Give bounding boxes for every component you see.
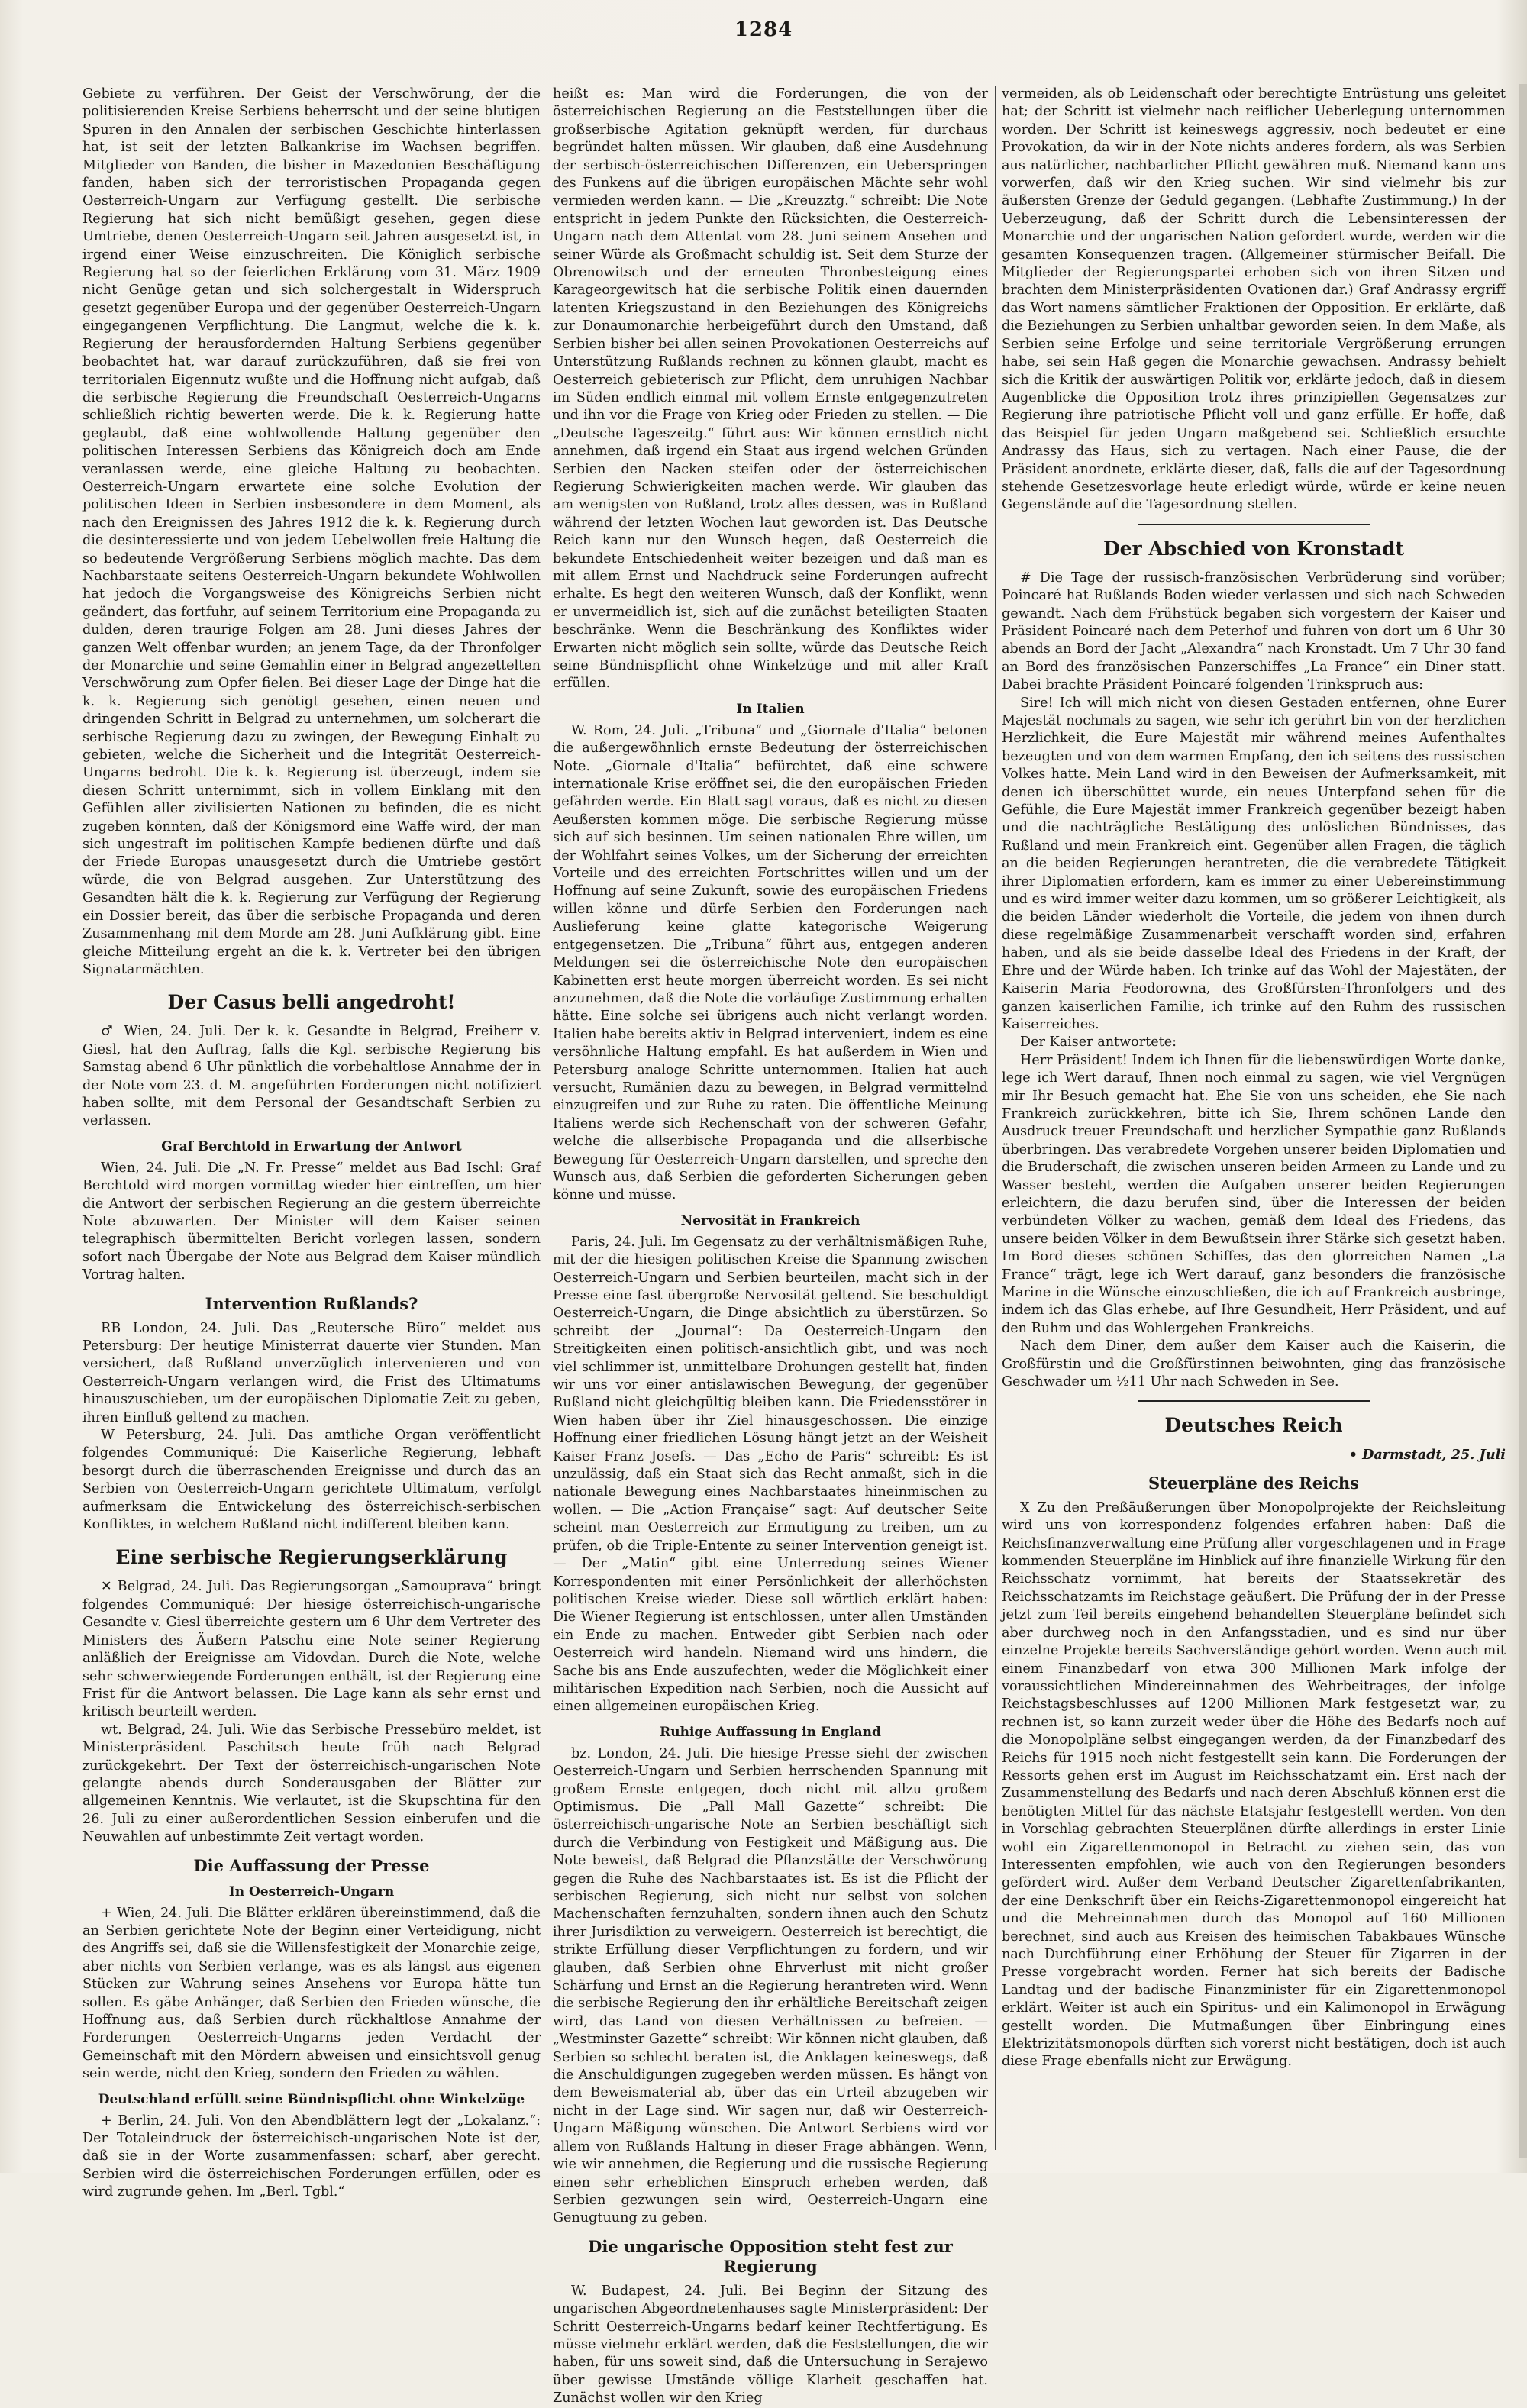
article-text: Sire! Ich will mich nicht von diesen Gestaden entfernen, ohne Eurer Majestät nochmals zu sagen, wie sehr ich gerührt bin von der herzlichen Herzlichkeit, die Eure Majestät mir während meines Aufenthaltes bezeugten und von dem warmen Empfang, den ich seitens des russischen Volkes hatte. Mein Land wird in den Beweisen der Aufmerksamkeit, mit denen ich überschüttet wurde, ein neues Unterpfand sehen für die Gefühle, die Eure Majestät immer Frankreich gegenüber bezeigt haben und die nachträgliche Bestätigung des unlöslichen Bündnisses, das Rußland und mein Frankreich eint. Gegenüber allen Fragen, die täglich an die beiden Regierungen herantreten, die die verabredete Tätigkeit ihrer Diplomatien erfordern, kam es immer zu einer Uebereinstimmung und es wird immer weiter dazu kommen, um so größerer Leichtigkeit, als die beiden Länder wiederholt die Vorteile, die jedem von ihnen durch diese regelmäßige Zusammenarbeit verschafft worden sind, erfahren haben, und als sie beide dasselbe Ideal des Friedens in der Kraft, der Ehre und der Würde haben. Ich trinke auf das Wohl der Majestäten, der Kaiserin Maria Feodorowna, des Großfürsten-Thronfolgers und des ganzen kaiserlichen Familie, ich trinke auf den Ruhm des russischen Kaiserreiches. xyxy=(1002,695,1506,1032)
article-text: X Zu den Preßäußerungen über Monopolprojekte der Reichsleitung wird uns von korrespondenz folgendes erfahren haben: Daß die Reichsfinanzverwaltung eine Prüfung aller vorgeschlagenen und in Frage kommenden Steuerpläne im Hinblick auf ihre finanzielle Wirkung für den Reichsschatz vornimmt, hat bereits der Staatssekretär des Reichsschatzamts im Reichstage geäußert. Die Prüfung der in der Presse jetzt zum Teil bereits eingehend behandelten Steuerpläne befindet sich aber durchweg noch in den Anfangsstadien, und es sind nur über einzelne Projekte bereits Sachverständige gehört worden. Wenn auch mit einem Finanzbedarf von etwa 300 Millionen Mark infolge der voraussichtlichen Mindereinnahmen des Wehrbeitrages, der infolge Reichstagsbeschlusses auf 1200 Millionen Mark festgesetzt war, zu rechnen ist, so kann zurzeit weder über die Höhe des Bedarfs noch auf die Monopolpläne selbst eingegangen werden, da der Finanzbedarf des Reichs für 1915 noch nicht festgestellt sein kann. Die Forderungen der Ressorts gehen erst im August im Reichsschatzamt ein. Erst nach der Zusammenstellung des Bedarfs und nach deren Abschluß können erst die benötigten Mittel für das nächste Etatsjahr festgestellt werden. Von den in Vorschlag gebrachten Steuerplänen dürfte allerdings in erster Linie wohl ein Zigarettenmonopol in Betracht zu ziehen sein, das von Interessenten empfohlen, wie auch von den Regierungen besonders gefördert wird. Außer dem Verband Deutscher Zigarettenfabrikanten, der eine Denkschrift über ein Reichs-Zigarettenmonopol eingereicht hat und die Mehreinnahmen durch das Monopol auf 160 Millionen berechnet, sind auch aus Kreisen des heimischen Tabakbaues Wünsche nach Durchführung einer Erhöhung der Steuer für Zigarren in der Presse vorgebracht worden. Ferner hat sich bereits der Badische Landtag und der badische Finanzminister für ein Zigarettenmonopol erklärt. Weiter ist auch ein Spiritus- und ein Kalimonopol in Erwägung gestellt worden. Die Mutmaßungen über Einbringung eines Elektrizitätsmonopols dürften sich vorerst nicht bestätigen, doch ist auch diese Frage ebenfalls nicht zur Erwägung. xyxy=(1002,1499,1506,2070)
headline-steuerplaene: Steuerpläne des Reichs xyxy=(1148,1473,1359,1493)
dateline: • Darmstadt, 25. Juli xyxy=(1348,1447,1506,1464)
headline-deutsches-reich: Deutsches Reich xyxy=(1164,1414,1343,1437)
column-1 xyxy=(82,86,541,2200)
article-text: ✕ Belgrad, 24. Juli. Das Regierungsorgan „Samouprava“ bringt folgendes Communiqué: Der hiesige österreichisch-ungarische Gesandte v. Giesl überreichte gestern um 6 Uhr dem Vertreter des Ministers des Äußern Patschu eine Note seiner Regierung anläßlich der Ereignisse am Vidovdan. Durch die Note, welche sehr schwerwiegende Forderungen enthält, ist der Regierung eine Frist für die Antwort belassen. Die Lage kann als sehr ernst und kritisch beurteilt werden. xyxy=(82,1579,541,1720)
article-text: vermeiden, als ob Leidenschaft oder berechtigte Entrüstung uns geleitet hat; der Schritt ist vielmehr nach reiflicher Ueberlegung unternommen worden. Der Schritt ist keineswegs aggressiv, noch bedeutet er eine Provokation, da wir in der Note nichts anderes fordern, als was Serbien aus natürlicher, nachbarlicher Pflicht gewähren muß. Niemand kann uns vorwerfen, daß wir den Krieg suchen. Wir sind vielmehr bis zur äußersten Grenze der Geduld gegangen. (Lebhafte Zustimmung.) In der Ueberzeugung, daß der Schritt durch die Lebensinteressen der Monarchie und der ungarischen Nation gefordert wurde, werden wir die gesamten Konsequenzen tragen. (Allgemeiner stürmischer Beifall. Die Mitglieder der Regierungspartei erhoben sich von ihren Sitzen und brachten dem Ministerpräsidenten Ovationen dar.) Graf Andrassy ergriff das Wort namens sämtlicher Fraktionen der Opposition. Er erklärte, daß die Beziehungen zu Serbien unhaltbar geworden seien. In dem Maße, als Serbien seine Erfolge und seine territoriale Vergrößerung errungen habe, sei sein Haß gegen die Monarchie gewachsen. Andrassy behielt sich die Kritik der auswärtigen Politik vor, erklärte jedoch, daß in diesem Augenblicke die Opposition trotz ihres prinzipiellen Gegensatzes zur Regierung ihre patriotische Pflicht voll und ganz erfülle. Er hoffe, daß das Beispiel für jeden Ungarn maßgebend sei. Schließlich ersuchte Andrassy das Haus, sich zu vertagen. Nach einer Pause, die der Präsident anordnete, erklärte dieser, daß, falls die auf der Tagesordnung stehende Gesetzesvorlage heute erledigt würde, würde er keine neuen Gegenstände auf die Tagesordnung stellen. xyxy=(1002,86,1506,513)
article-text: + Wien, 24. Juli. Die Blätter erklären übereinstimmend, daß die an Serbien gerichtete Note der Beginn einer Verteidigung, nicht des Angriffs sei, daß sie die Willensfestigkeit der Monarchie zeige, aber nichts von Serbien verlange, was es als längst aus eigenen Stücken zur Wahrung seines Ansehens vor Europa hätte tun sollen. Es gäbe Anhänger, daß Serbien den Frieden wünsche, die Hoffnung aus, daß Serbien durch rückhaltlose Annahme der Forderungen Oesterreich-Ungarns jeden Verdacht der Gemeinschaft mit den Mördern abweisen und einsichtsvoll genug sein werde, nicht den Krieg, sondern den Frieden zu wählen. xyxy=(82,1905,541,2082)
subheadline-deutschland-buendnispflicht: Deutschland erfüllt seine Bündnispflicht ohne Winkelzüge xyxy=(98,2091,525,2107)
article-text: # Die Tage der russisch-französischen Verbrüderung sind vorüber; Poincaré hat Rußlands Boden wieder verlassen und sich nach Schweden gewandt. Nach dem Frühstück begaben sich vorgestern der Kaiser und Präsident Poincaré nach dem Peterhof und fuhren von dort um 6 Uhr 30 abends an Bord der Jacht „Alexandra“ nach Kronstadt. Um 7 Uhr 30 fand an Bord des französischen Panzerschiffes „La France“ ein Diner statt. Dabei brachte Präsident Poincaré folgenden Trinkspruch aus: xyxy=(1002,570,1506,693)
article-text: W. Budapest, 24. Juli. Bei Beginn der Sitzung des ungarischen Abgeordnetenhauses sagte Ministerpräsident: Der Schritt Oesterreich-Ungarns bedarf keiner Rechtfertigung. Es müsse vielmehr erklärt werden, daß die Feststellungen, die wir haben, für uns soweit sind, daß die Untersuchung in Serajewo über gewisse Umstände völlige Klarheit geschaffen hat. Zunächst wollen wir den Krieg xyxy=(553,2283,988,2406)
headline-abschied-kronstadt: Der Abschied von Kronstadt xyxy=(1102,537,1405,560)
article-text: Gebiete zu verführen. Der Geist der Verschwörung, der die politisierenden Kreise Serbiens beherrscht und der seine blutigen Spuren in den Annalen der serbischen Geschichte hinterlassen hat, ist seit der letzten Balkankrise im Wachsen begriffen. Mitglieder von Banden, die bisher in Mazedonien Beschäftigung fanden, haben sich der terroristischen Propaganda gegen Oesterreich-Ungarn zur Verfügung gestellt. Die serbische Regierung hat sich nicht bemüßigt gesehen, gegen diese Umtriebe, denen Oesterreich-Ungarn seit Jahren ausgesetzt ist, in irgend einer Weise einzuschreiten. Die Königlich serbische Regierung hat so der feierlichen Erklärung vom 31. März 1909 nicht Genüge getan und sich solchergestalt in Widerspruch gesetzt gegenüber Europa und der gegenüber Oesterreich-Ungarn eingegangenen Verpflichtung. Die Langmut, welche die k. k. Regierung der herausfordernden Haltung Serbiens gegenüber beobachtet hat, war darauf zurückzuführen, daß sie frei von territorialen Eigennutz wußte und die Hoffnung nicht aufgab, daß die serbische Regierung die Freundschaft Oesterreich-Ungarns schließlich richtig bewerten werde. Die k. k. Regierung hatte geglaubt, daß eine wohlwollende Haltung gegenüber den politischen Interessen Serbiens das Königreich doch am Ende veranlassen werde, eine gleiche Haltung zu beobachten. Oesterreich-Ungarn erwartete eine solche Evolution der politischen Ideen in Serbien insbesondere in dem Moment, als nach den Ereignissen des Jahres 1912 die k. k. Regierung durch die desinteressierte und von jedem Uebelwollen freie Haltung die so bedeutende Vergrößerung Serbiens möglich machte. Das dem Nachbarstaate seitens Oesterreich-Ungarn bekundete Wohlwollen hat jedoch die Vorgangsweise des Königreichs Serbien nicht geändert, das fortfuhr, auf seinem Territorium eine Propaganda zu dulden, deren traurige Folgen am 28. Juni dieses Jahres der ganzen Welt offenbar wurden; an jenem Tage, da der Thronfolger der Monarchie und seine Gemahlin einer in Belgrad angezettelten Verschwörung zum Opfer fielen. Bei dieser Lage der Dinge hat die k. k. Regierung sich genötigt gesehen, einen neuen und dringenden Schritt in Belgrad zu unternehmen, um solcherart die serbische Regierung dazu zu zwingen, der Bewegung Einhalt zu gebieten, welche die Sicherheit und die Integrität Oesterreich-Ungarns bedroht. Die k. k. Regierung ist überzeugt, indem sie diesen Schritt unternimmt, sich in vollem Einklang mit den Gefühlen aller zivilisierten Nationen zu befinden, die es nicht zugeben könnten, daß der Königsmord eine Waffe wird, der man sich ungestraft im politischen Kampfe bedienen dürfte und daß der Friede Europas unausgesetzt durch die Umtriebe gestört würde, die von Belgrad ausgehen. Zur Unterstützung des Gesandten hält die k. k. Regierung zur Verfügung der Regierung ein Dossier bereit, das über die serbische Propaganda und deren Zusammenhang mit dem Morde am 28. Juni Aufklärung gibt. Eine gleiche Mitteilung ergeht an die k. k. Vertreter bei den übrigen Signatarmächten. xyxy=(82,86,541,977)
subheadline-berchtold: Graf Berchtold in Erwartung der Antwort xyxy=(161,1138,462,1154)
headline-auffassung-presse: Die Auffassung der Presse xyxy=(193,1855,430,1875)
article-text: Der Kaiser antwortete: xyxy=(1020,1035,1177,1051)
column-3 xyxy=(1002,86,1506,2158)
column-rule xyxy=(995,86,996,2150)
subheadline-oesterreich-ungarn: In Oesterreich-Ungarn xyxy=(228,1883,395,1900)
article-text: Herr Präsident! Indem ich Ihnen für die liebenswürdigen Worte danke, lege ich Wert darauf, Ihnen noch einmal zu sagen, wie viel Vergnügen mir Ihr Besuch gemacht hat. Ehe Sie von uns scheiden, ehe Sie nach Frankreich zurückkehren, bitte ich Sie, Ihrem schönen Lande den Ausdruck treuer Freundschaft und herzlicher Sympathie ganz Rußlands überbringen. Das verabredete Vorgehen unserer beiden Diplomatien und die Bruderschaft, die zwischen unseren beiden Armeen zu Lande und zu Wasser besteht, werden die Aufgaben unserer beiden Regierungen erleichtern, die dazu berufen sind, über die Interessen der beiden verbündeten Völker zu wachen, gemäß dem Ideal des Friedens, das unsere beiden Völker in dem Bewußtsein ihrer Stärke sich gesetzt haben. Im Bord dieses schönen Schiffes, das den glorreichen Namen „La France“ trägt, lege ich Wert darauf, ganz besonders die französische Marine in die Wünsche einzuschließen, die ich auf Frankreich ausbringe, indem ich das Glas erhebe, auf Ihre Gesundheit, Herr Präsident, und auf den Ruhm und das Wohlergehen Frankreichs. xyxy=(1002,1052,1506,1336)
article-text: wt. Belgrad, 24. Juli. Wie das Serbische Pressebüro meldet, ist Ministerpräsident Paschitsch heute früh nach Belgrad zurückgekehrt. Der Text der österreichisch-ungarischen Note gelangte abends durch Sonderausgaben der Blätter zur allgemeinen Kenntnis. Wie verlautet, ist die Skupschtina für den 26. Juli zu einer außerordentlichen Session einberufen und die Neuwahlen auf unbestimmte Zeit vertagt worden. xyxy=(82,1722,541,1845)
section-divider xyxy=(1138,1400,1370,1402)
article-text: + Berlin, 24. Juli. Von den Abendblättern legt der „Lokalanz.“: Der Totaleindruck der österreichisch-ungarischen Note ist der, daß sie in der Worte zusammenfassen: scharf, aber gerecht. Serbien wird die österreichischen Forderungen erfüllen, oder es wird zugrunde gehen. Im „Berl. Tgbl.“ xyxy=(82,2113,541,2200)
page-number: 1284 xyxy=(734,18,793,41)
article-text: Nach dem Diner, dem außer dem Kaiser auch die Kaiserin, die Großfürstin und die Großfürstinnen beiwohnten, ging das französische Geschwader um ½11 Uhr nach Schweden in See. xyxy=(1002,1338,1506,1390)
section-divider xyxy=(1138,524,1370,525)
headline-serbische-regierungserklaerung: Eine serbische Regierungserklärung xyxy=(115,1546,508,1569)
article-text: bz. London, 24. Juli. Die hiesige Presse sieht der zwischen Oesterreich-Ungarn und Serbien herrschenden Spannung mit großem Ernste entgegen, doch nicht mit allzu großem Optimismus. Die „Pall Mall Gazette“ schreibt: Die österreichisch-ungarische Note an Serbien beschäftigt sich durch die Verbindung von Festigkeit und Mäßigung aus. Die Note beweist, daß Belgrad die Pflanzstätte der Verschwörung gegen die Ruhe des Nachbarstaates ist. Es ist die Pflicht der serbischen Regierung, sich nicht nur selbst von solchen Machenschaften fernzuhalten, sondern ihnen auch den Schutz ihrer Jurisdiktion zu verweigern. Oesterreich ist berechtigt, die strikte Erfüllung dieser Verpflichtungen zu fordern, und wir glauben, daß Serbien ohne Ehrverlust mit nicht großer Schärfung und Ernst an die Regierung herantreten wird. Wenn die serbische Regierung den ihr erhältliche Bereitschaft zeigen wird, das Land von diesen Verhältnissen zu befreien. — „Westminster Gazette“ schreibt: Wir können nicht glauben, daß Serbien so schlecht beraten ist, die Anklagen keineswegs, daß die Anschuldigungen zugegeben werden müssen. Es hängt von dem Beweismaterial ab, über das ein Urteil abzugeben wir nicht in der Lage sind. Wir sagen nur, daß wir Oesterreich-Ungarn Mäßigung wünschen. Die Antwort Serbiens wird vor allem von Rußlands Haltung in dieser Frage abhängen. Wenn, wie wir annehmen, die Regierung und die russische Regierung einen sehr erheblichen Einspruch erheben werden, daß Serbien gezwungen sein wird, Oesterreich-Ungarn eine Genugtuung zu geben. xyxy=(553,1745,988,2226)
article-text: W Petersburg, 24. Juli. Das amtliche Organ veröffentlicht folgendes Communiqué: Die Kaiserliche Regierung, lebhaft besorgt durch die überraschenden Ereignisse und durch das an Serbien von Oesterreich-Ungarn gerichtete Ultimatum, verfolgt aufmerksam die Entwickelung des österreichisch-serbischen Konfliktes, in welchem Rußland nicht indifferent bleiben kann. xyxy=(82,1428,541,1533)
subheadline-england: Ruhige Auffassung in England xyxy=(660,1724,881,1740)
next-page-edge xyxy=(1519,84,1527,2158)
column-2 xyxy=(553,86,988,2406)
article-text: ♂ Wien, 24. Juli. Der k. k. Gesandte in Belgrad, Freiherr v. Giesl, hat den Auftrag, falls die Kgl. serbische Regierung bis Samstag abend 6 Uhr pünktlich die vorbehaltlose Annahme der in der Note vom 23. d. M. angeführten Forderungen nicht notifiziert haben sollte, mit dem Personal der Gesandtschaft Serbien zu verlassen. xyxy=(82,1024,541,1129)
article-text: W. Rom, 24. Juli. „Tribuna“ und „Giornale d'Italia“ betonen die außergewöhnlich ernste Bedeutung der österreichischen Note. „Giornale d'Italia“ befürchtet, daß eine schwere internationale Krise eröffnet sei, die den europäischen Frieden gefährden werde. Ein Blatt sagt voraus, daß es nicht zu diesen Aeußersten kommen möge. Die serbische Regierung müsse sich auf sich besinnen. Um seinen nationalen Ehre willen, um der Wohlfahrt seines Volkes, um der Sicherung der erreichten Vorteile und des erreichten Fortschrittes willen und um der Hoffnung auf seine Zukunft, sowie des europäischen Friedens willen könne und dürfe Serbien den Forderungen nach Auslieferung keine glatte kategorische Weigerung entgegensetzen. Die „Tribuna“ führt aus, entgegen anderen Meldungen sei die österreichische Note den europäischen Kabinetten erst heute morgen überreicht worden. Es sei nicht anzunehmen, daß die Note die vorläufige Zustimmung erhalten hätte. Eine solche sei übrigens auch nicht verlangt worden. Italien habe bereits aktiv in Belgrad interveniert, indem es eine versöhnliche Haltung empfahl. Es hat außerdem in Wien und Petersburg analoge Schritte unternommen. Italien hat auch versucht, Rumänien dazu zu bewegen, in Belgrad vermittelnd einzugreifen und zur Ruhe zu raten. Die öffentliche Meinung Italiens werde sich Rechenschaft von der schweren Gefahr, welche die allserbische Propaganda und die allserbische Bewegung für Oesterreich-Ungarn darstellen, und spreche den Wunsch aus, daß Serbien die geforderten Sicherungen geben könne und müsse. xyxy=(553,722,988,1203)
article-text: heißt es: Man wird die Forderungen, die von der österreichischen Regierung an die Feststellungen über die großserbische Agitation geknüpft werden, für durchaus begründet halten müssen. Wir glauben, daß eine Ausdehnung der serbisch-österreichischen Differenzen, ein Ueberspringen des Funkens auf die übrigen europäischen Mächte sehr wohl vermieden werden kann. — Die „Kreuzztg.“ schreibt: Die Note entspricht in jedem Punkte den Rücksichten, die Oesterreich-Ungarn nach dem Attentat vom 28. Juni seinem Ansehen und seiner Würde als Großmacht schuldig ist. Seit dem Sturze der Obrenowitsch und der erneuten Thronbesteigung eines Karageorgewitsch hat die serbische Politik einen dauernden latenten Kriegszustand in den Beziehungen des Königreichs zur Donaumonarchie herbeigeführt durch den Umstand, daß Serbien bisher bei allen seinen Provokationen Oesterreichs auf Unterstützung Rußlands rechnen zu können glaubt, macht es Oesterreich gebieterisch zur Pflicht, dem unruhigen Nachbar im Süden endlich einmal mit vollem Ernste entgegenzutreten und ihn vor die Frage von Krieg oder Frieden zu stellen. — Die „Deutsche Tageszeitg.“ führt aus: Wir können ernstlich nicht annehmen, daß irgend ein Staat aus irgend welchen Gründen Serbien den Nacken steifen oder der österreichischen Regierung Schwierigkeiten machen werde. Wir glauben das am wenigsten von Rußland, trotz alles dessen, was in Rußland während der letzten Wochen laut geworden ist. Das Deutsche Reich kann nur den Wunsch hegen, daß Oesterreich die bekundete Entschiedenheit weiter bezeigen und daß man es mit allem Ernst und Nachdruck seine Forderungen aufrecht erhalte. Es hegt den weiteren Wunsch, daß der Konflikt, wenn er unvermeidlich ist, sich auf die zunächst beteiligten Staaten beschränke. Wenn die Beschränkung des Konfliktes wider Erwarten nicht möglich sein sollte, würde das Deutsche Reich seine Bündnispflicht ohne Winkelzüge und mit aller Kraft erfüllen. xyxy=(553,86,988,692)
headline-intervention-russlands: Intervention Rußlands? xyxy=(205,1293,418,1313)
article-text: RB London, 24. Juli. Das „Reutersche Büro“ meldet aus Petersburg: Der heutige Ministerrat dauerte vier Stunden. Man versichert, daß Rußland unverzüglich intervenieren und von Oesterreich-Ungarn verlangen wird, die Frist des Ultimatums hinauszuschieben, um der europäischen Diplomatie Zeit zu geben, ihren Einfluß geltend zu machen. xyxy=(82,1320,541,1425)
article-text: Wien, 24. Juli. Die „N. Fr. Presse“ meldet aus Bad Ischl: Graf Berchtold wird morgen vormittag wieder hier eintreffen, um hier die Antwort der serbischen Regierung an die gestern überreichte Note abzuwarten. Der Minister will dem Kaiser seinen telegraphisch übermittelten Bericht vorlegen lassen, sondern sofort nach Übergabe der Note aus Belgrad dem Kaiser mündlich Vortrag halten. xyxy=(82,1160,541,1283)
headline-ungarische-opposition: Die ungarische Opposition steht fest zur Regierung xyxy=(588,2236,953,2276)
subheadline-italien: In Italien xyxy=(736,701,805,717)
headline-casus-belli: Der Casus belli angedroht! xyxy=(167,991,456,1014)
article-text: Paris, 24. Juli. Im Gegensatz zu der verhältnismäßigen Ruhe, mit der die hiesigen politischen Kreise die Spannung zwischen Oesterreich-Ungarn und Serbien beurteilen, macht sich in der Presse eine fast übergroße Nervosität geltend. Sie beschuldigt Oesterreich-Ungarn, die Dinge absichtlich zu überstürzen. So schreibt der „Journal“: Da Oesterreich-Ungarn den Streitigkeiten einen politisch-ansichtlich gibt, und was noch viel schlimmer ist, unmittelbare Drohungen gestellt hat, finden wir uns vor einer antislawischen Bewegung, der gegenüber Rußland nicht gleichgültig bleiben kann. Die Friedensstörer in Wien haben über ihr Ziel hinausgeschossen. Die einzige Hoffnung einer friedlichen Lösung hängt jetzt an der Weisheit Kaiser Franz Josefs. — Das „Echo de Paris“ schreibt: Es ist unzulässig, daß ein Staat sich das Recht anmaßt, sich in die nationale Bewegung eines Nachbarstaates hineinmischen zu wollen. — Die „Action Française“ sagt: Auf deutscher Seite scheint man Oesterreich zur Ermutigung zu treiben, um zu prüfen, ob die Triple-Entente zu seiner Intervention geneigt ist. — Der „Matin“ gibt eine Unterredung seines Wiener Korrespondenten mit einer Persönlichkeit der allerhöchsten politischen Kreise wieder. Diese soll wörtlich erklärt haben: Die Wiener Regierung ist entschlossen, unter allen Umständen ein Ende zu machen. Entweder gibt Serbien nach oder Oesterreich wird handeln. Niemand wird uns hindern, die Sache bis ans Ende auszufechten, weder die Möglichkeit einer militärischen Expedition nach Serbien, noch die Aussicht auf einen allgemeinen europäischen Krieg. xyxy=(553,1234,988,1715)
subheadline-frankreich: Nervosität in Frankreich xyxy=(680,1212,860,1228)
